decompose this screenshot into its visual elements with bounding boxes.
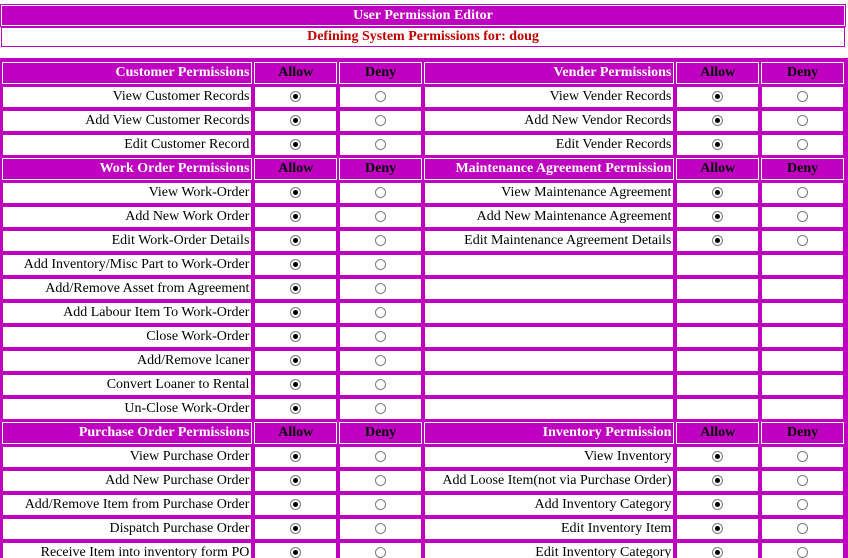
deny-radio[interactable] (375, 403, 386, 414)
permission-row (2, 398, 844, 420)
permission-label: Add New Purchase Order (2, 470, 252, 492)
permission-label: Add Inventory/Misc Part to Work-Order (2, 254, 252, 276)
deny-cell (339, 134, 422, 156)
permission-label: Add New Maintenance Agreement (424, 206, 674, 228)
deny-cell (761, 86, 844, 108)
deny-radio[interactable] (375, 235, 386, 246)
permission-label: Edit Inventory Category (424, 542, 674, 558)
right-empty-label (424, 398, 674, 420)
allow-cell (254, 494, 337, 516)
right-empty-allow (676, 350, 759, 372)
allow-cell (254, 326, 337, 348)
permission-label: View Vender Records (424, 86, 674, 108)
deny-radio[interactable] (797, 187, 808, 198)
deny-cell (339, 230, 422, 252)
deny-radio[interactable] (797, 139, 808, 150)
allow-header: Allow (676, 158, 759, 180)
allow-cell (254, 518, 337, 540)
permission-row (2, 134, 844, 156)
allow-cell (254, 446, 337, 468)
allow-header: Allow (676, 62, 759, 84)
permission-row (2, 374, 844, 396)
permission-label: Edit Work-Order Details (2, 230, 252, 252)
allow-cell (254, 254, 337, 276)
permissions-table (0, 60, 846, 558)
permission-row (2, 278, 844, 300)
right-empty-label (424, 254, 674, 276)
right-empty-label (424, 302, 674, 324)
permission-row (2, 302, 844, 324)
allow-header: Allow (254, 158, 337, 180)
permission-label: Add/Remove Item from Purchase Order (2, 494, 252, 516)
deny-cell (339, 350, 422, 372)
allow-radio[interactable] (290, 235, 301, 246)
deny-radio[interactable] (375, 547, 386, 558)
permission-label: Close Work-Order (2, 326, 252, 348)
allow-cell (676, 86, 759, 108)
allow-cell (676, 110, 759, 132)
deny-radio[interactable] (797, 499, 808, 510)
allow-cell (676, 518, 759, 540)
section-header-row (2, 422, 844, 444)
deny-cell (339, 494, 422, 516)
deny-header: Deny (761, 158, 844, 180)
allow-radio[interactable] (290, 259, 301, 270)
permission-label: Add New Work Order (2, 206, 252, 228)
allow-cell (676, 230, 759, 252)
allow-radio[interactable] (712, 235, 723, 246)
permission-row (2, 182, 844, 204)
allow-cell (676, 182, 759, 204)
right-empty-label (424, 278, 674, 300)
deny-cell (761, 206, 844, 228)
section-header-maintenance: Maintenance Agreement Permission (424, 158, 674, 180)
section-header-row (2, 62, 844, 84)
allow-radio[interactable] (712, 139, 723, 150)
deny-radio[interactable] (375, 211, 386, 222)
right-empty-deny (761, 326, 844, 348)
deny-radio[interactable] (375, 451, 386, 462)
permission-label: View Maintenance Agreement (424, 182, 674, 204)
allow-cell (254, 398, 337, 420)
permission-label: View Inventory (424, 446, 674, 468)
allow-cell (254, 230, 337, 252)
permission-row (2, 446, 844, 468)
deny-radio[interactable] (375, 115, 386, 126)
allow-cell (676, 134, 759, 156)
permission-label: Un-Close Work-Order (2, 398, 252, 420)
allow-radio[interactable] (712, 499, 723, 510)
deny-radio[interactable] (375, 283, 386, 294)
permission-row (2, 230, 844, 252)
allow-radio[interactable] (290, 307, 301, 318)
permission-label: Add Labour Item To Work-Order (2, 302, 252, 324)
permission-label: View Work-Order (2, 182, 252, 204)
allow-radio[interactable] (290, 115, 301, 126)
section-header-purchase: Purchase Order Permissions (2, 422, 252, 444)
permission-row (2, 254, 844, 276)
right-empty-allow (676, 254, 759, 276)
deny-cell (339, 110, 422, 132)
right-empty-label (424, 326, 674, 348)
deny-radio[interactable] (375, 355, 386, 366)
right-empty-allow (676, 374, 759, 396)
permission-row (2, 326, 844, 348)
deny-radio[interactable] (375, 259, 386, 270)
deny-header: Deny (339, 62, 422, 84)
permission-label: Add View Customer Records (2, 110, 252, 132)
deny-radio[interactable] (797, 91, 808, 102)
permission-label: Convert Loaner to Rental (2, 374, 252, 396)
permission-row (2, 86, 844, 108)
permission-label: Add/Remove lcaner (2, 350, 252, 372)
allow-cell (254, 350, 337, 372)
permission-label: View Purchase Order (2, 446, 252, 468)
allow-radio[interactable] (712, 475, 723, 486)
section-header-row (2, 158, 844, 180)
deny-cell (761, 182, 844, 204)
deny-radio[interactable] (797, 451, 808, 462)
right-empty-label (424, 350, 674, 372)
allow-radio[interactable] (712, 187, 723, 198)
allow-radio[interactable] (712, 91, 723, 102)
permission-label: Edit Inventory Item (424, 518, 674, 540)
section-header-customer: Customer Permissions (2, 62, 252, 84)
allow-radio[interactable] (290, 211, 301, 222)
permission-label: Edit Maintenance Agreement Details (424, 230, 674, 252)
deny-cell (339, 374, 422, 396)
allow-cell (676, 542, 759, 558)
deny-header: Deny (761, 422, 844, 444)
allow-radio[interactable] (290, 499, 301, 510)
deny-cell (339, 302, 422, 324)
allow-cell (676, 470, 759, 492)
allow-cell (254, 278, 337, 300)
permission-row (2, 110, 844, 132)
deny-radio[interactable] (797, 211, 808, 222)
deny-cell (761, 494, 844, 516)
allow-radio[interactable] (290, 139, 301, 150)
allow-cell (254, 206, 337, 228)
permission-label: Add Loose Item(not via Purchase Order) (424, 470, 674, 492)
deny-cell (339, 254, 422, 276)
allow-cell (676, 494, 759, 516)
allow-radio[interactable] (712, 211, 723, 222)
right-empty-allow (676, 302, 759, 324)
deny-cell (339, 182, 422, 204)
permission-label: Add/Remove Asset from Agreement (2, 278, 252, 300)
deny-header: Deny (761, 62, 844, 84)
deny-radio[interactable] (375, 475, 386, 486)
deny-cell (339, 518, 422, 540)
allow-radio[interactable] (290, 451, 301, 462)
permission-label: Dispatch Purchase Order (2, 518, 252, 540)
permission-label: Add Inventory Category (424, 494, 674, 516)
allow-header: Allow (676, 422, 759, 444)
deny-cell (761, 470, 844, 492)
deny-radio[interactable] (375, 307, 386, 318)
permission-label: Receive Item into inventory form PO (2, 542, 252, 558)
deny-cell (339, 86, 422, 108)
deny-cell (339, 446, 422, 468)
allow-radio[interactable] (290, 283, 301, 294)
right-empty-deny (761, 254, 844, 276)
right-empty-label (424, 374, 674, 396)
permission-label: Add New Vendor Records (424, 110, 674, 132)
deny-cell (761, 134, 844, 156)
deny-radio[interactable] (797, 115, 808, 126)
allow-radio[interactable] (712, 523, 723, 534)
allow-radio[interactable] (290, 403, 301, 414)
allow-radio[interactable] (290, 187, 301, 198)
allow-radio[interactable] (290, 523, 301, 534)
deny-radio[interactable] (375, 379, 386, 390)
deny-radio[interactable] (375, 331, 386, 342)
allow-cell (254, 542, 337, 558)
deny-radio[interactable] (375, 523, 386, 534)
allow-radio[interactable] (290, 475, 301, 486)
deny-cell (761, 542, 844, 558)
deny-cell (761, 110, 844, 132)
allow-cell (254, 302, 337, 324)
allow-radio[interactable] (712, 547, 723, 558)
deny-cell (761, 446, 844, 468)
allow-radio[interactable] (712, 451, 723, 462)
deny-cell (339, 326, 422, 348)
deny-radio[interactable] (797, 547, 808, 558)
deny-cell (339, 206, 422, 228)
deny-radio[interactable] (375, 499, 386, 510)
right-empty-deny (761, 302, 844, 324)
allow-radio[interactable] (290, 355, 301, 366)
deny-cell (761, 230, 844, 252)
deny-header: Deny (339, 422, 422, 444)
right-empty-allow (676, 278, 759, 300)
section-header-vender: Vender Permissions (424, 62, 674, 84)
deny-radio[interactable] (375, 91, 386, 102)
permission-row (2, 206, 844, 228)
allow-radio[interactable] (290, 547, 301, 558)
deny-radio[interactable] (797, 475, 808, 486)
permission-row (2, 542, 844, 558)
page-subtitle: Defining System Permissions for: doug (1, 27, 845, 47)
allow-radio[interactable] (290, 331, 301, 342)
deny-header: Deny (339, 158, 422, 180)
section-header-workorder: Work Order Permissions (2, 158, 252, 180)
right-empty-allow (676, 398, 759, 420)
allow-radio[interactable] (290, 379, 301, 390)
right-empty-allow (676, 326, 759, 348)
deny-cell (339, 398, 422, 420)
allow-cell (254, 182, 337, 204)
allow-header: Allow (254, 62, 337, 84)
allow-cell (254, 134, 337, 156)
allow-cell (676, 446, 759, 468)
page-title: User Permission Editor (1, 5, 845, 26)
allow-cell (254, 110, 337, 132)
allow-radio[interactable] (712, 115, 723, 126)
deny-cell (761, 518, 844, 540)
allow-cell (254, 86, 337, 108)
permission-row (2, 470, 844, 492)
right-empty-deny (761, 350, 844, 372)
permission-label: Edit Customer Record (2, 134, 252, 156)
deny-cell (339, 278, 422, 300)
right-empty-deny (761, 398, 844, 420)
permission-row (2, 350, 844, 372)
permission-row (2, 518, 844, 540)
deny-radio[interactable] (375, 139, 386, 150)
deny-radio[interactable] (797, 523, 808, 534)
permission-label: View Customer Records (2, 86, 252, 108)
allow-radio[interactable] (290, 91, 301, 102)
allow-cell (254, 374, 337, 396)
deny-cell (339, 470, 422, 492)
right-empty-deny (761, 278, 844, 300)
allow-cell (676, 206, 759, 228)
right-empty-deny (761, 374, 844, 396)
allow-header: Allow (254, 422, 337, 444)
permission-row (2, 494, 844, 516)
deny-radio[interactable] (797, 235, 808, 246)
deny-cell (339, 542, 422, 558)
allow-cell (254, 470, 337, 492)
section-header-inventory: Inventory Permission (424, 422, 674, 444)
deny-radio[interactable] (375, 187, 386, 198)
permission-label: Edit Vender Records (424, 134, 674, 156)
